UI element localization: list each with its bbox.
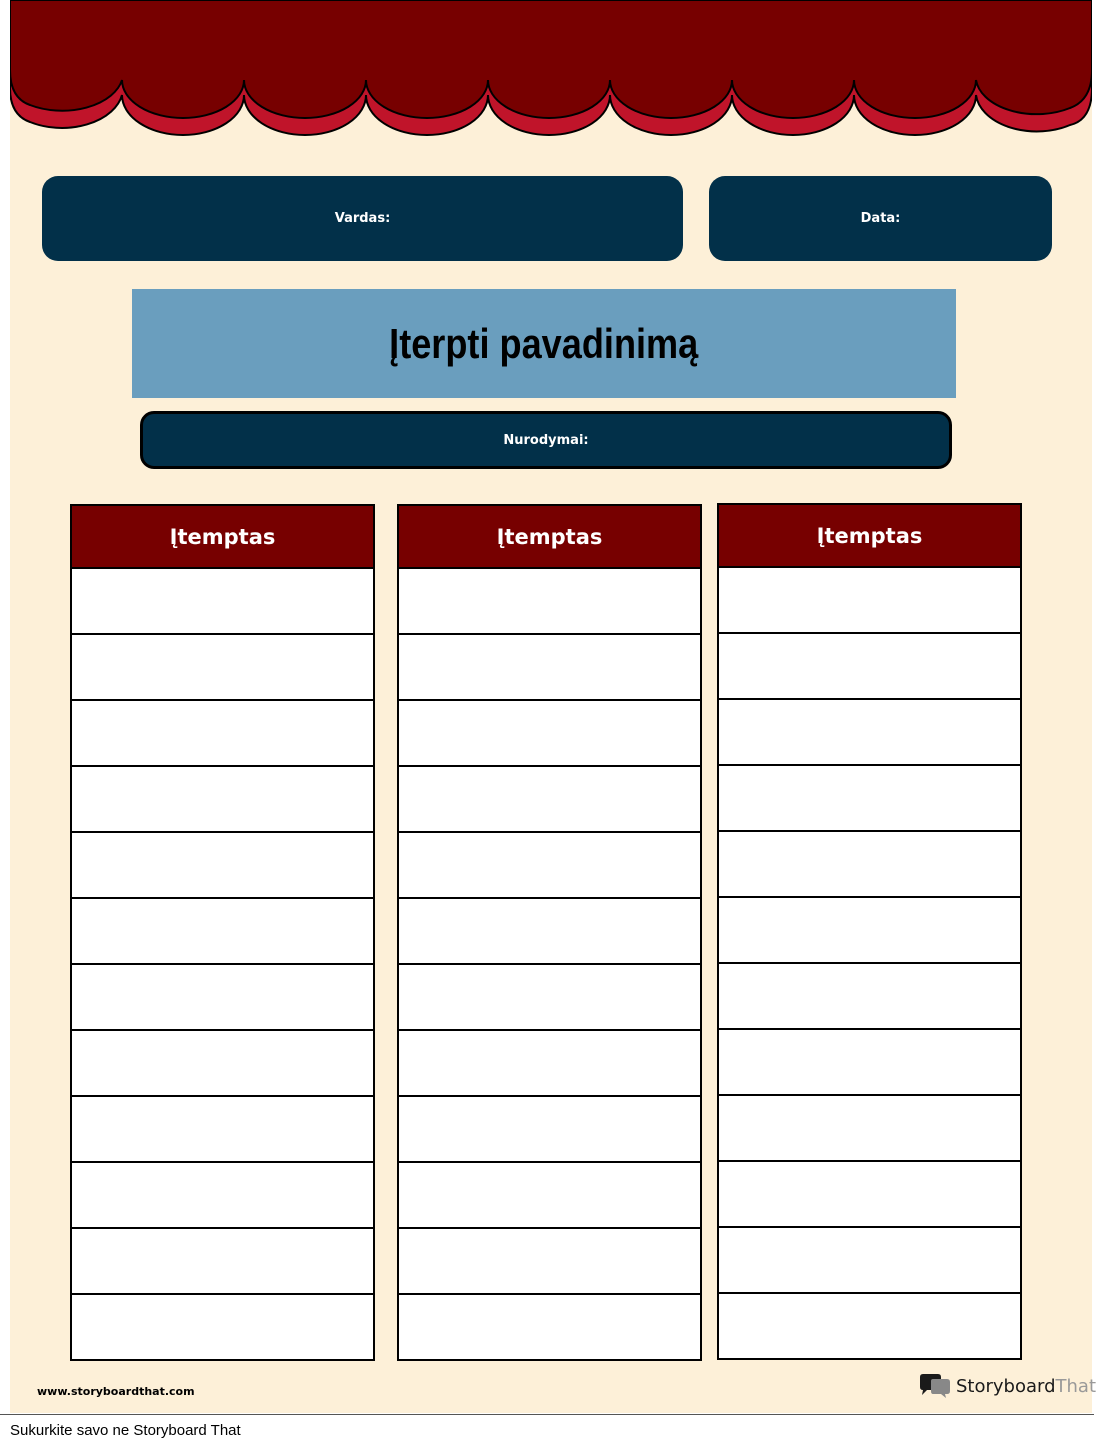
instructions-label: Nurodymai:: [503, 432, 589, 448]
table-row[interactable]: [72, 701, 373, 767]
table-row[interactable]: [399, 1295, 700, 1359]
divider: [0, 1414, 1094, 1415]
column-3: [717, 503, 1022, 1360]
footer-url: www.storyboardthat.com: [37, 1385, 195, 1398]
instructions-field[interactable]: [140, 411, 952, 469]
table-row[interactable]: [399, 767, 700, 833]
table-row[interactable]: [719, 1228, 1020, 1294]
column-header: Įtemptas: [719, 505, 1020, 568]
storyboardthat-logo: [918, 1373, 1096, 1399]
table-row[interactable]: [719, 634, 1020, 700]
name-field[interactable]: [42, 176, 683, 261]
table-row[interactable]: [72, 1295, 373, 1359]
table-row[interactable]: [399, 899, 700, 965]
table-row[interactable]: [719, 964, 1020, 1030]
table-row[interactable]: [399, 965, 700, 1031]
table-row[interactable]: [72, 1031, 373, 1097]
table-row[interactable]: [72, 569, 373, 635]
name-label: Vardas:: [334, 211, 391, 226]
table-row[interactable]: [399, 1031, 700, 1097]
column-header: Įtemptas: [72, 506, 373, 569]
table-row[interactable]: [72, 833, 373, 899]
table-row[interactable]: [72, 965, 373, 1031]
worksheet-page: [10, 0, 1097, 1413]
date-label: Data:: [860, 211, 901, 226]
date-field[interactable]: [709, 176, 1052, 261]
table-row[interactable]: [719, 700, 1020, 766]
column-2: [397, 504, 702, 1361]
table-row[interactable]: [719, 898, 1020, 964]
table-row[interactable]: [72, 1097, 373, 1163]
table-row[interactable]: [719, 832, 1020, 898]
table-row[interactable]: [399, 1229, 700, 1295]
table-row[interactable]: [72, 767, 373, 833]
table-row[interactable]: [719, 1030, 1020, 1096]
column-1: [70, 504, 375, 1361]
brand-text-accent: That: [1055, 1375, 1097, 1397]
brand-text-main: Storyboard: [956, 1375, 1056, 1397]
table-row[interactable]: [399, 833, 700, 899]
table-row[interactable]: [719, 1294, 1020, 1358]
table-row[interactable]: [72, 635, 373, 701]
table-row[interactable]: [72, 1163, 373, 1229]
table-row[interactable]: [399, 1163, 700, 1229]
curtain-valance: [10, 0, 1092, 160]
title-banner[interactable]: [132, 289, 956, 398]
column-header: Įtemptas: [399, 506, 700, 569]
table-row[interactable]: [399, 701, 700, 767]
table-row[interactable]: [72, 899, 373, 965]
table-row[interactable]: [72, 1229, 373, 1295]
table-row[interactable]: [719, 1162, 1020, 1228]
table-row[interactable]: [399, 1097, 700, 1163]
page-title: Įterpti pavadinimą: [389, 319, 699, 367]
table-row[interactable]: [399, 635, 700, 701]
caption-text: Sukurkite savo ne Storyboard That: [10, 1422, 241, 1439]
table-row[interactable]: [719, 1096, 1020, 1162]
table-row[interactable]: [719, 766, 1020, 832]
table-row[interactable]: [399, 569, 700, 635]
speech-bubbles-icon: [918, 1373, 952, 1399]
table-row[interactable]: [719, 568, 1020, 634]
